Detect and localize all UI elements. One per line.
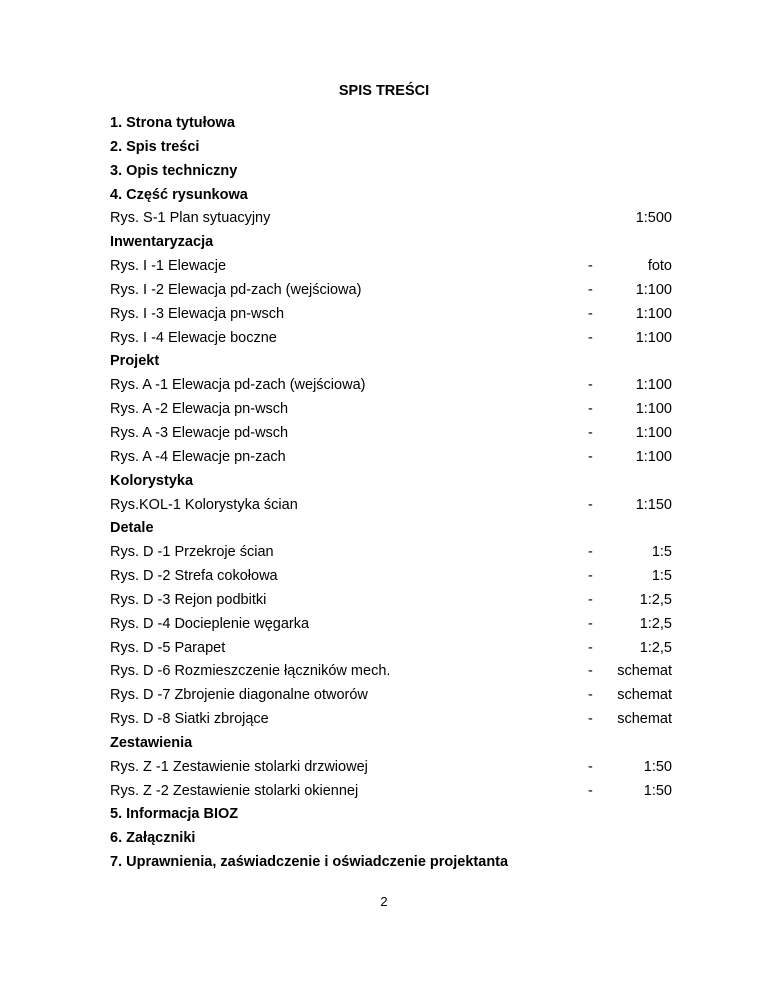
toc-entry-scale: 1:100: [635, 305, 672, 322]
toc-entry-separator: -: [588, 639, 593, 656]
toc-entry-scale: 1:100: [635, 377, 672, 394]
toc-entry-scale: schemat: [617, 711, 672, 728]
toc-entry-label: Rys. D -3 Rejon podbitki: [110, 591, 267, 608]
toc-entry-label: 1. Strona tytułowa: [110, 115, 235, 131]
toc-heading: [110, 470, 672, 494]
toc-entry-separator: -: [588, 544, 593, 561]
toc-entry-scale: 1:150: [635, 496, 672, 513]
toc-entry-scale: 1:5: [651, 544, 672, 561]
toc-entry-label: Rys. D -8 Siatki zbrojące: [110, 711, 269, 728]
table-of-contents: [110, 112, 672, 875]
toc-entry-label: Projekt: [110, 353, 160, 370]
toc-entry-scale: 1:100: [635, 424, 672, 441]
toc-entry-separator: -: [588, 663, 593, 680]
toc-heading: [110, 112, 672, 136]
toc-entry-label: Rys. D -1 Przekroje ścian: [110, 544, 274, 561]
toc-entry-scale: 1:100: [635, 329, 672, 346]
toc-entry-label: 2. Spis treści: [110, 138, 200, 155]
toc-entry-label: Zestawienia: [110, 734, 193, 751]
toc-entry-separator: -: [588, 329, 593, 346]
toc-entry-label: 6. Załączniki: [110, 830, 196, 847]
toc-entry-label: Rys. I -1 Elewacje: [110, 258, 227, 275]
toc-entry: [110, 565, 672, 589]
toc-heading: [110, 231, 672, 255]
toc-entry-label: Rys. A -4 Elewacje pn-zach: [110, 448, 286, 465]
toc-heading: [110, 160, 672, 184]
toc-entry: [110, 637, 672, 661]
toc-entry-label: Rys. A -1 Elewacja pd-zach (wejściowa): [110, 377, 366, 394]
toc-heading: [110, 350, 672, 374]
toc-heading: [110, 732, 672, 756]
toc-entry: [110, 446, 672, 470]
toc-entry-separator: -: [588, 448, 593, 465]
toc-entry-separator: -: [588, 687, 593, 704]
toc-entry-label: Rys. A -2 Elewacja pn-wsch: [110, 401, 289, 418]
toc-entry: [110, 756, 672, 780]
toc-entry: [110, 303, 672, 327]
toc-entry-separator: -: [588, 305, 593, 322]
toc-entry-scale: 1:2,5: [639, 639, 672, 656]
toc-entry-scale: 1:2,5: [639, 591, 672, 608]
toc-heading: [110, 827, 672, 851]
toc-entry-separator: -: [588, 258, 593, 275]
toc-entry: [110, 494, 672, 518]
toc-entry: [110, 422, 672, 446]
toc-heading: [110, 851, 672, 875]
toc-entry-separator: -: [588, 568, 593, 585]
toc-heading: [110, 184, 672, 208]
toc-entry-separator: -: [588, 496, 593, 513]
toc-entry: [110, 613, 672, 637]
toc-entry-separator: -: [588, 615, 593, 632]
toc-entry-scale: 1:100: [635, 401, 672, 418]
toc-entry: [110, 327, 672, 351]
toc-entry-separator: -: [588, 758, 593, 775]
toc-heading: [110, 803, 672, 827]
toc-entry-separator: -: [588, 401, 593, 418]
toc-entry-scale: schemat: [617, 663, 672, 680]
toc-entry-label: Rys. D -2 Strefa cokołowa: [110, 568, 278, 585]
toc-entry-label: Rys. D -6 Rozmieszczenie łączników mech.: [110, 663, 391, 680]
toc-entry-scale: 1:5: [651, 568, 672, 585]
toc-entry-label: Rys. A -3 Elewacje pd-wsch: [110, 424, 289, 441]
page-title: SPIS TREŚCI: [338, 83, 430, 99]
toc-entry: [110, 780, 672, 804]
toc-entry-separator: -: [588, 424, 593, 441]
toc-entry-scale: 1:50: [643, 782, 672, 799]
toc-entry: [110, 589, 672, 613]
toc-entry-scale: 1:500: [635, 210, 672, 227]
toc-entry: [110, 541, 672, 565]
toc-heading: [110, 517, 672, 541]
toc-entry-scale: 1:50: [643, 758, 672, 775]
toc-entry-label: Rys. Z -1 Zestawienie stolarki drzwiowej: [110, 758, 368, 775]
toc-entry-label: 7. Uprawnienia, zaświadczenie i oświadczenie projektanta: [110, 854, 509, 871]
toc-entry-label: Rys. Z -2 Zestawienie stolarki okiennej: [110, 782, 359, 799]
toc-entry-label: Rys. D -7 Zbrojenie diagonalne otworów: [110, 687, 368, 704]
toc-heading: [110, 136, 672, 160]
toc-entry-label: Rys. D -5 Parapet: [110, 639, 226, 656]
page-number: 2: [380, 894, 388, 909]
toc-entry-label: Inwentaryzacja: [110, 234, 214, 251]
toc-entry-label: Rys. S-1 Plan sytuacyjny: [110, 210, 271, 227]
toc-entry-label: Rys.KOL-1 Kolorystyka ścian: [110, 496, 298, 513]
toc-entry: [110, 398, 672, 422]
toc-entry-separator: -: [588, 591, 593, 608]
toc-entry-separator: -: [588, 281, 593, 298]
toc-entry-scale: 1:100: [635, 448, 672, 465]
toc-entry: [110, 279, 672, 303]
toc-entry-label: 3. Opis techniczny: [110, 162, 238, 179]
toc-entry-scale: 1:100: [635, 281, 672, 298]
toc-entry-separator: -: [588, 377, 593, 394]
toc-entry-label: Detale: [110, 520, 154, 537]
toc-entry: [110, 708, 672, 732]
toc-entry-separator: -: [588, 711, 593, 728]
toc-entry-label: Rys. I -4 Elewacje boczne: [110, 329, 277, 346]
toc-entry-separator: -: [588, 782, 593, 799]
toc-entry-label: Rys. I -2 Elewacja pd-zach (wejściowa): [110, 281, 362, 298]
toc-entry-label: Rys. I -3 Elewacja pn-wsch: [110, 305, 285, 322]
toc-entry-label: Rys. D -4 Docieplenie węgarka: [110, 615, 310, 632]
toc-entry: [110, 684, 672, 708]
toc-entry-label: 5. Informacja BIOZ: [110, 806, 239, 823]
toc-entry-scale: schemat: [617, 687, 672, 704]
toc-entry-label: 4. Część rysunkowa: [110, 186, 248, 203]
toc-entry-scale: foto: [647, 258, 672, 275]
toc-entry-label: Kolorystyka: [110, 472, 194, 489]
toc-entry: [110, 207, 672, 231]
toc-entry: [110, 255, 672, 279]
toc-entry: [110, 374, 672, 398]
toc-entry-scale: 1:2,5: [639, 615, 672, 632]
toc-entry: [110, 660, 672, 684]
